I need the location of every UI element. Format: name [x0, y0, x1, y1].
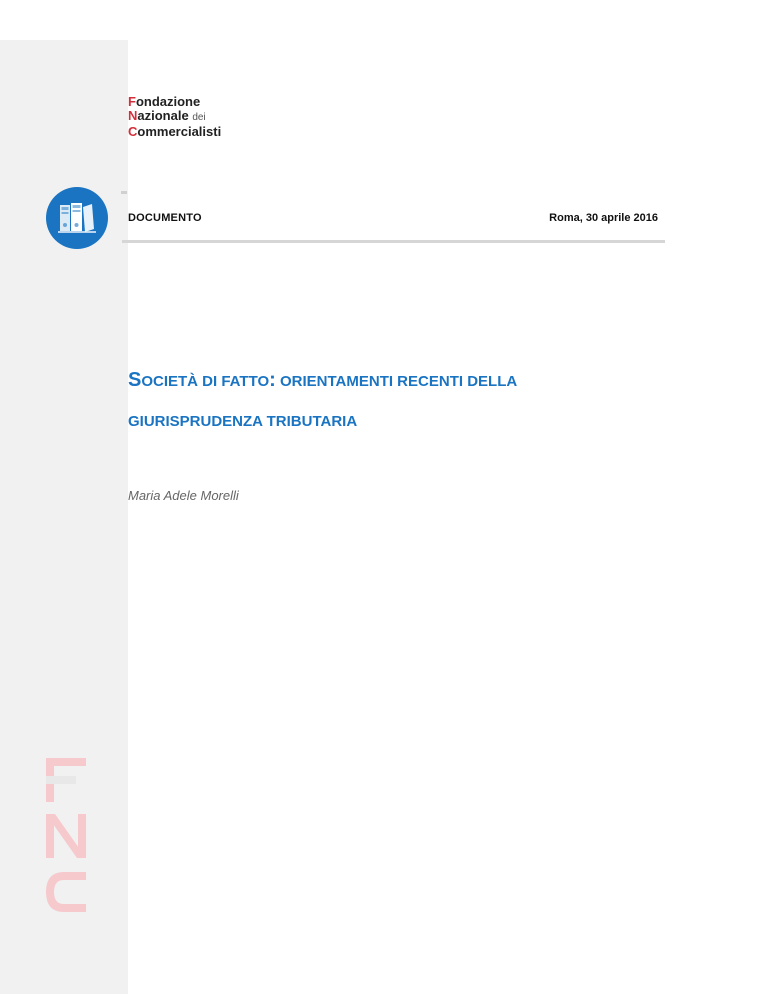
author-name: Maria Adele Morelli	[128, 488, 239, 503]
watermark-letter-f	[46, 758, 86, 802]
title-line-2: GIURISPRUDENZA TRIBUTARIA	[128, 413, 358, 430]
header-divider	[122, 240, 665, 243]
logo-line-1: Fondazione	[128, 94, 201, 109]
header-tick	[121, 191, 127, 194]
watermark-letter-c	[46, 872, 86, 912]
books-icon	[46, 187, 108, 249]
document-title	[128, 370, 688, 432]
watermark-letter-n	[46, 814, 86, 858]
title-line-1: SOCIETÀ DI FATTO: ORIENTAMENTI RECENTI DELLA	[128, 369, 518, 391]
logo-line-2: Nazionale dei	[128, 108, 206, 123]
fnc-watermark	[44, 756, 90, 921]
fnc-logo	[128, 95, 221, 139]
document-date: Roma, 30 aprile 2016	[549, 212, 658, 224]
document-type-label: DOCUMENTO	[128, 212, 202, 224]
logo-line-3: Commercialisti	[128, 124, 222, 139]
